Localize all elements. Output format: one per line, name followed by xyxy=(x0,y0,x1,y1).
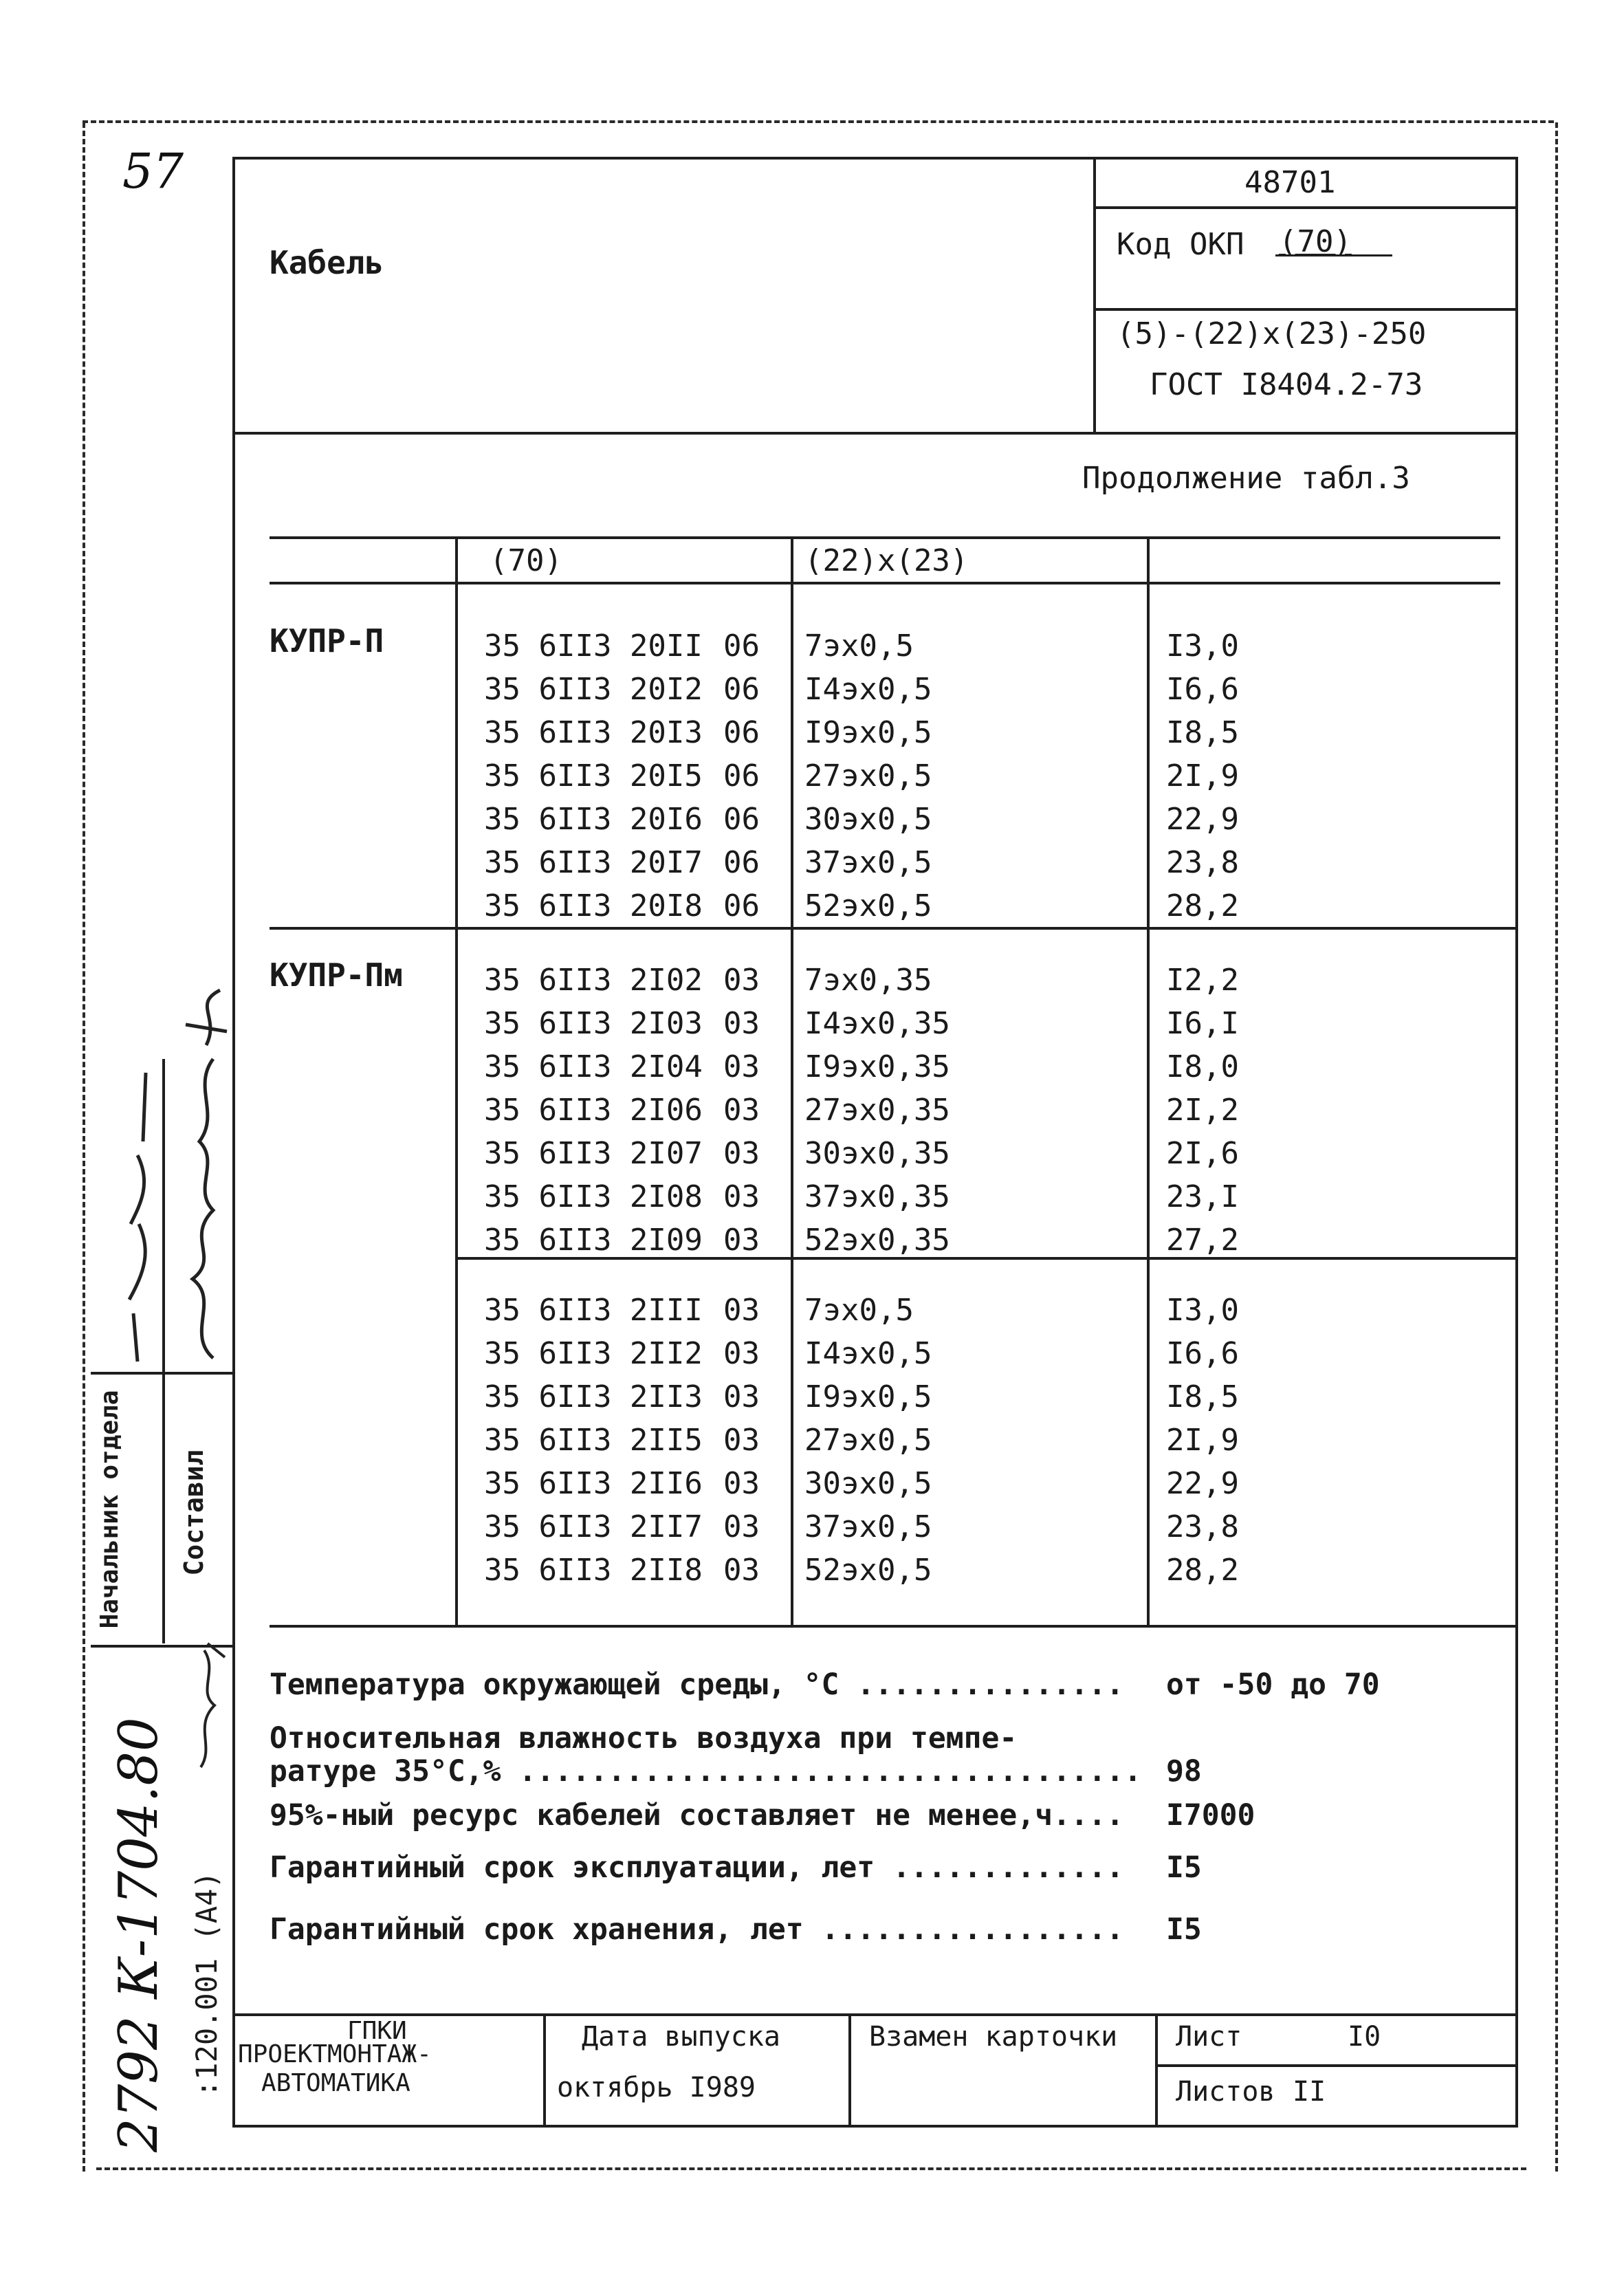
footer-sheet-value: I0 xyxy=(1348,2021,1381,2053)
table-header-cores: (22)x(23) xyxy=(804,543,969,578)
spec-humidity-label: ратуре 35°С,% ................................... xyxy=(270,1754,1142,1789)
row-cores: 52эх0,35 xyxy=(804,1223,950,1258)
cable-title: Кабель xyxy=(270,244,384,281)
row-code: 35 6II3 2III xyxy=(484,1293,703,1328)
row-suffix: 06 xyxy=(723,888,760,923)
row-suffix: 03 xyxy=(723,1379,760,1414)
row-suffix: 03 xyxy=(723,1466,760,1501)
footer-release-label: Дата выпуска xyxy=(582,2021,780,2053)
margin-doc-code: :120.001 (А4) xyxy=(190,1871,223,2097)
form-top-border xyxy=(232,157,1518,160)
margin-compiler-label: Составил xyxy=(179,1450,209,1576)
spec-warranty-operation-label: Гарантийный срок эксплуатации, лет ............. xyxy=(270,1850,1124,1885)
designation: (5)-(22)x(23)-250 xyxy=(1117,316,1427,351)
row-suffix: 06 xyxy=(723,758,760,794)
row-cores: I4эх0,35 xyxy=(804,1006,950,1041)
row-code: 35 6II3 2I04 xyxy=(484,1049,703,1084)
okp-value: (70) xyxy=(1279,224,1352,259)
row-cores: I4эх0,5 xyxy=(804,672,932,707)
table-header-line xyxy=(270,582,1500,584)
table-header-code: (70) xyxy=(490,543,562,578)
header-line-1 xyxy=(1093,206,1517,209)
form-bottom-border xyxy=(232,2125,1518,2128)
row-value: I6,I xyxy=(1166,1006,1239,1041)
row-value: I6,6 xyxy=(1166,1336,1239,1371)
okp-underline xyxy=(1275,254,1392,256)
row-cores: 30эх0,5 xyxy=(804,1466,932,1501)
row-code: 35 6II3 2II7 xyxy=(484,1509,703,1544)
footer-org-line1: ГПКИ xyxy=(347,2017,407,2045)
row-cores: 30эх0,5 xyxy=(804,802,932,837)
initials-signature xyxy=(187,1637,232,1774)
row-suffix: 03 xyxy=(723,1509,760,1544)
row-value: 2I,2 xyxy=(1166,1093,1239,1128)
row-suffix: 03 xyxy=(723,1049,760,1084)
row-code: 35 6II3 2I02 xyxy=(484,963,703,998)
row-code: 35 6II3 20I6 xyxy=(484,802,703,837)
frame-bottom-dashed xyxy=(96,2167,1526,2170)
row-cores: 37эх0,5 xyxy=(804,845,932,880)
footer-sheets-label: Листов xyxy=(1176,2076,1275,2108)
row-suffix: 06 xyxy=(723,672,760,707)
spec-warranty-storage-label: Гарантийный срок хранения, лет ................. xyxy=(270,1912,1124,1947)
table-top-line xyxy=(270,536,1500,539)
table-col-divider-1 xyxy=(455,536,458,1626)
footer-replaces-label: Взамен карточки xyxy=(869,2021,1118,2053)
row-value: 28,2 xyxy=(1166,1553,1239,1588)
row-code: 35 6II3 2I06 xyxy=(484,1093,703,1128)
row-value: I8,0 xyxy=(1166,1049,1239,1084)
footer-top-line xyxy=(232,2013,1518,2016)
row-code: 35 6II3 2I03 xyxy=(484,1006,703,1041)
row-value: 2I,9 xyxy=(1166,1423,1239,1458)
row-code: 35 6II3 2II2 xyxy=(484,1336,703,1371)
header-line-2 xyxy=(1093,308,1517,311)
row-code: 35 6II3 2I08 xyxy=(484,1179,703,1214)
footer-divider-3 xyxy=(1155,2013,1158,2126)
row-suffix: 03 xyxy=(723,1006,760,1041)
table-col-divider-2 xyxy=(791,536,793,1626)
footer-sheet-line xyxy=(1155,2064,1518,2067)
footer-org-line2: ПРОЕКТМОНТАЖ- xyxy=(238,2040,432,2068)
footer-release-value: октябрь I989 xyxy=(557,2072,756,2103)
row-cores: 7эх0,35 xyxy=(804,963,932,998)
footer-sheets-value: II xyxy=(1293,2076,1326,2108)
row-suffix: 03 xyxy=(723,1293,760,1328)
row-value: I3,0 xyxy=(1166,628,1239,664)
row-cores: 52эх0,5 xyxy=(804,888,932,923)
spec-temperature-label: Температура окружающей среды, °С ............... xyxy=(270,1668,1124,1702)
row-code: 35 6II3 2I09 xyxy=(484,1223,703,1258)
row-suffix: 03 xyxy=(723,1179,760,1214)
row-value: I8,5 xyxy=(1166,715,1239,750)
row-value: I6,6 xyxy=(1166,672,1239,707)
spec-warranty-storage-value: I5 xyxy=(1166,1912,1202,1947)
row-value: 27,2 xyxy=(1166,1223,1239,1258)
row-value: 23,8 xyxy=(1166,1509,1239,1544)
row-value: 22,9 xyxy=(1166,802,1239,837)
row-value: 28,2 xyxy=(1166,888,1239,923)
card-number: 48701 xyxy=(1244,165,1336,200)
row-suffix: 03 xyxy=(723,1093,760,1128)
spec-humidity-value: 98 xyxy=(1166,1754,1202,1789)
row-code: 35 6II3 20II xyxy=(484,628,703,664)
row-cores: I9эх0,35 xyxy=(804,1049,950,1084)
table-col-divider-3 xyxy=(1147,536,1150,1626)
row-suffix: 06 xyxy=(723,845,760,880)
row-code: 35 6II3 2I07 xyxy=(484,1136,703,1171)
row-cores: I9эх0,5 xyxy=(804,715,932,750)
row-value: I3,0 xyxy=(1166,1293,1239,1328)
row-suffix: 03 xyxy=(723,1223,760,1258)
footer-divider-1 xyxy=(543,2013,546,2126)
row-value: I8,5 xyxy=(1166,1379,1239,1414)
margin-handwritten-number: 2792 К-1704.80 xyxy=(108,1717,170,2152)
table-bottom-line xyxy=(270,1625,1515,1628)
row-code: 35 6II3 2II8 xyxy=(484,1553,703,1588)
page-number: 57 xyxy=(122,143,184,199)
row-code: 35 6II3 20I3 xyxy=(484,715,703,750)
row-value: 2I,6 xyxy=(1166,1136,1239,1171)
row-cores: I9эх0,5 xyxy=(804,1379,932,1414)
row-value: 22,9 xyxy=(1166,1466,1239,1501)
row-cores: 27эх0,5 xyxy=(804,1423,932,1458)
frame-left-dashed xyxy=(83,122,85,2172)
spec-resource-label: 95%-ный ресурс кабелей составляет не менее,ч.... xyxy=(270,1798,1124,1833)
row-suffix: 03 xyxy=(723,1423,760,1458)
footer-sheet-label: Лист xyxy=(1176,2021,1242,2053)
spec-temperature-value: от -50 до 70 xyxy=(1166,1668,1380,1702)
row-code: 35 6II3 2II3 xyxy=(484,1379,703,1414)
row-cores: 27эх0,5 xyxy=(804,758,932,794)
spec-humidity-label-line1: Относительная влажность воздуха при темпе- xyxy=(270,1721,1018,1756)
row-code: 35 6II3 20I8 xyxy=(484,888,703,923)
group-name-kupr-pm: КУПР-Пм xyxy=(270,956,403,994)
row-code: 35 6II3 2II5 xyxy=(484,1423,703,1458)
row-code: 35 6II3 20I7 xyxy=(484,845,703,880)
row-cores: 7эх0,5 xyxy=(804,1293,914,1328)
spec-warranty-operation-value: I5 xyxy=(1166,1850,1202,1885)
margin-block-top-line xyxy=(91,1372,232,1375)
continuation-label: Продолжение табл.3 xyxy=(1082,461,1410,496)
row-cores: 52эх0,5 xyxy=(804,1553,932,1588)
row-suffix: 03 xyxy=(723,1553,760,1588)
row-cores: 37эх0,5 xyxy=(804,1509,932,1544)
row-value: 23,I xyxy=(1166,1179,1239,1214)
signature-scribbles xyxy=(89,976,234,1368)
standard: ГОСТ I8404.2-73 xyxy=(1150,367,1423,402)
header-divider xyxy=(1093,157,1096,433)
header-bottom-line xyxy=(232,432,1518,435)
frame-right-dashed xyxy=(1555,122,1558,2172)
row-cores: I4эх0,5 xyxy=(804,1336,932,1371)
row-value: 2I,9 xyxy=(1166,758,1239,794)
row-suffix: 03 xyxy=(723,963,760,998)
row-suffix: 06 xyxy=(723,628,760,664)
row-value: 23,8 xyxy=(1166,845,1239,880)
row-suffix: 06 xyxy=(723,802,760,837)
row-cores: 7эх0,5 xyxy=(804,628,914,664)
row-value: I2,2 xyxy=(1166,963,1239,998)
row-suffix: 03 xyxy=(723,1336,760,1371)
footer-divider-2 xyxy=(848,2013,851,2126)
margin-chief-label: Начальник отдела xyxy=(96,1390,124,1629)
row-suffix: 06 xyxy=(723,715,760,750)
frame-top-dashed xyxy=(83,120,1554,123)
row-code: 35 6II3 2II6 xyxy=(484,1466,703,1501)
row-cores: 27эх0,35 xyxy=(804,1093,950,1128)
group-name-kupr-p: КУПР-П xyxy=(270,622,384,659)
row-suffix: 03 xyxy=(723,1136,760,1171)
row-cores: 37эх0,35 xyxy=(804,1179,950,1214)
form-right-border xyxy=(1515,157,1518,2127)
row-code: 35 6II3 20I5 xyxy=(484,758,703,794)
row-cores: 30эх0,35 xyxy=(804,1136,950,1171)
row-code: 35 6II3 20I2 xyxy=(484,672,703,707)
spec-resource-value: I7000 xyxy=(1166,1798,1255,1833)
footer-org-line3: АВТОМАТИКА xyxy=(261,2069,410,2097)
okp-label: Код ОКП xyxy=(1117,227,1244,262)
